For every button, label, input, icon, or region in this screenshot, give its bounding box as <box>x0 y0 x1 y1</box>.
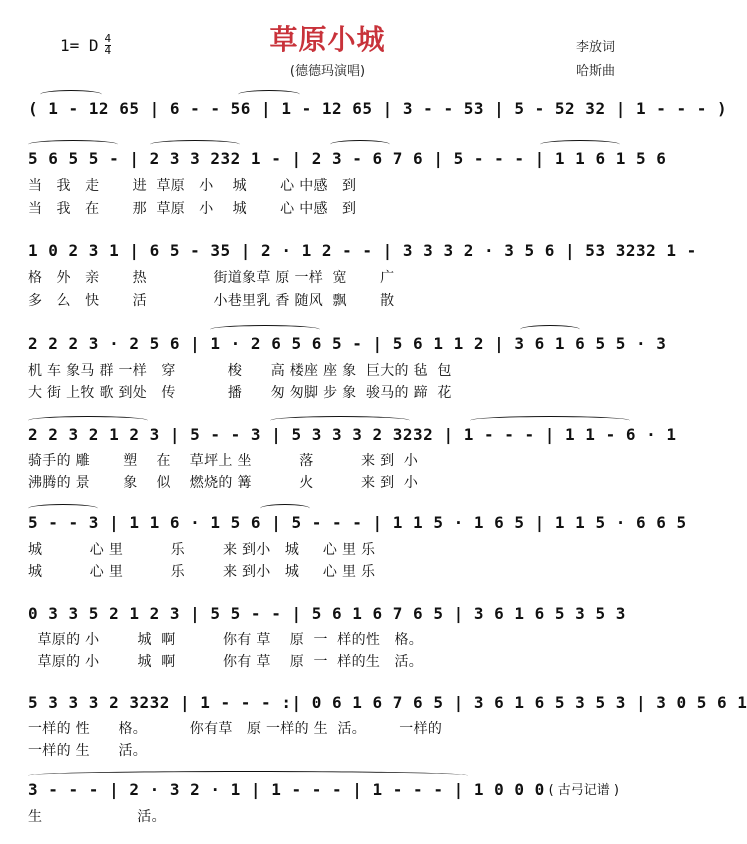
slur-mark <box>330 140 390 149</box>
notation-line-8: 5 3 3 3 2 3232 | 1 - - - :| 0 6 1 6 7 6 5 | 3 6 1 6 5 3 5 3 | 3 0 5 6 1 <box>28 692 747 712</box>
key-label: 1= D <box>60 35 99 55</box>
lyricist-credit: 李放词 <box>575 40 615 55</box>
time-signature-bottom: 4 <box>104 44 112 57</box>
lyric-line-7-verse-2: 草原的 小 城 啊 你有 草 原 一 样的生 活。 <box>28 654 424 670</box>
notation-line-7: 0 3 3 5 2 1 2 3 | 5 5 - - | 5 6 1 6 7 6 5 | 3 6 1 6 5 3 5 3 <box>28 603 638 623</box>
notation-line-2: 5 6 5 5 - | 2 3 3 232 1 - | 2 3 - 6 7 6 | 5 - - - | 1 1 6 1 5 6 <box>28 148 667 168</box>
lyric-line-2-verse-1: 当 我 走 进 草原 小 城 心 中感 到 <box>28 178 357 194</box>
slur-mark <box>520 325 580 334</box>
lyric-line-4-verse-2: 大 街 上牧 歌 到处 传 播 匆 匆脚 步 象 骏马的 蹄 花 <box>28 385 452 401</box>
slur-mark <box>260 504 310 513</box>
lyric-line-5-verse-2: 沸腾的 景 象 似 燃烧的 篝 火 来 到 小 <box>28 475 419 491</box>
lyric-line-3-verse-2: 多 么 快 活 小巷里乳 香 随风 飘 散 <box>28 293 395 309</box>
slur-mark <box>150 140 240 149</box>
composer-credit: 哈斯曲 <box>575 64 615 79</box>
slur-mark <box>238 90 300 99</box>
transcriber-note: ( 古弓记谱 ) <box>548 783 619 798</box>
slur-mark <box>540 140 620 149</box>
lyric-line-6-verse-2: 城 心 里 乐 来 到小 城 心 里 乐 <box>28 564 376 580</box>
lyric-line-2-verse-2: 当 我 在 那 草原 小 城 心 中感 到 <box>28 201 357 217</box>
lyric-line-8-verse-2: 一样的 生 活。 <box>28 743 148 759</box>
notation-line-9: 3 - - - | 2 · 3 2 · 1 | 1 - - - | 1 - - - | 1 0 0 0 <box>28 779 545 799</box>
slur-mark <box>470 416 630 425</box>
time-signature-top: 4 <box>104 32 112 45</box>
notation-line-5: 2 2 3 2 1 2 3 | 5 - - 3 | 5 3 3 3 2 3232 | 1 - - - | 1 1 - 6 · 1 <box>28 424 677 444</box>
lyric-line-6-verse-1: 城 心 里 乐 来 到小 城 心 里 乐 <box>28 542 376 558</box>
slur-mark <box>210 325 320 334</box>
slur-mark <box>28 504 98 513</box>
notation-line-3: 1 0 2 3 1 | 6 5 - 35 | 2 · 1 2 - - | 3 3 3 2 · 3 5 6 | 53 3232 1 - <box>28 240 697 260</box>
notation-line-1: ( 1 - 12 65 | 6 - - 56 | 1 - 12 65 | 3 - - 53 | 5 - 52 32 | 1 - - - ) <box>28 98 728 118</box>
lyric-line-4-verse-1: 机 车 象马 群 一样 穿 梭 高 楼座 座 象 巨大的 毡 包 <box>28 363 452 379</box>
slur-mark <box>28 771 468 780</box>
lyric-line-8-verse-1: 一样的 性 格。 你有草 原 一样的 生 活。 一样的 <box>28 721 443 737</box>
notation-line-4: 2 2 2 3 · 2 5 6 | 1 · 2 6 5 6 5 - | 5 6 1 1 2 | 3 6 1 6 5 5 · 3 <box>28 333 667 353</box>
slur-mark <box>270 416 410 425</box>
lyric-line-7-verse-1: 草原的 小 城 啊 你有 草 原 一 样的性 格。 <box>28 632 424 648</box>
notation-line-6: 5 - - 3 | 1 1 6 · 1 5 6 | 5 - - - | 1 1 5 · 1 6 5 | 1 1 5 · 6 6 5 <box>28 512 687 532</box>
lyric-line-5-verse-1: 骑手的 雕 塑 在 草坪上 坐 落 来 到 小 <box>28 453 419 469</box>
song-title: 草原小城 <box>269 23 386 56</box>
slur-mark <box>28 140 118 149</box>
lyric-line-3-verse-1: 格 外 亲 热 街道象草 原 一样 宽 广 <box>28 270 395 286</box>
lyric-line-9-verse-1: 生 活。 <box>28 809 166 825</box>
slur-mark <box>28 416 148 425</box>
performer-note: (德德玛演唱) <box>289 64 366 79</box>
slur-mark <box>40 90 102 99</box>
